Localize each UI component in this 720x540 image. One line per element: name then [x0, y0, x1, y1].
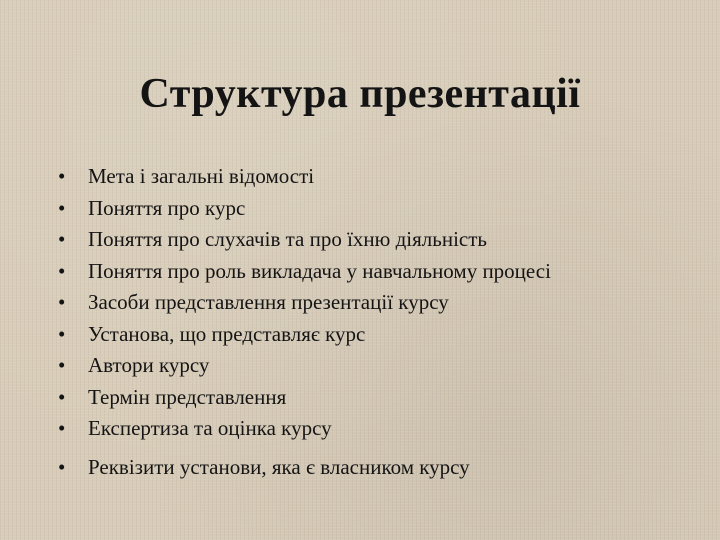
bullet-icon: •	[58, 353, 66, 377]
list-item-text: Установа, що представляє курс	[88, 321, 366, 346]
bullet-list	[58, 161, 698, 483]
list-item-text: Мета і загальні відомості	[88, 164, 315, 188]
list-item-text: Експертиза та оцінка курсу	[88, 416, 332, 440]
slide-title: Структура презентації	[139, 71, 581, 117]
list-item	[58, 193, 698, 225]
list-item	[58, 224, 698, 256]
list-item	[58, 350, 698, 382]
list-item	[58, 382, 698, 414]
list-item	[58, 319, 698, 351]
list-item	[58, 256, 698, 288]
list-item-text: Поняття про слухачів та про їхню діяльність	[88, 227, 487, 251]
bullet-icon: •	[58, 258, 66, 283]
list-item-text: Поняття про курс	[88, 195, 246, 220]
bullet-icon: •	[58, 384, 66, 409]
bullet-icon: •	[58, 227, 66, 251]
list-item	[58, 287, 698, 319]
bullet-icon: •	[58, 321, 66, 346]
list-item-text: Засоби представлення презентації курсу	[88, 290, 449, 314]
bullet-icon: •	[58, 290, 66, 314]
list-item-text: Термін представлення	[88, 384, 287, 409]
list-item	[58, 413, 698, 445]
bullet-icon: •	[58, 416, 66, 440]
bullet-icon: •	[58, 164, 66, 188]
bullet-icon: •	[58, 454, 66, 479]
list-item-text: Реквізити установи, яка є власником курсу	[88, 454, 470, 479]
list-item-text: Автори курсу	[88, 353, 210, 377]
bullet-icon: •	[58, 195, 66, 220]
list-item	[58, 161, 698, 193]
list-item	[58, 452, 698, 484]
list-item-text: Поняття про роль викладача у навчальному процесі	[88, 258, 551, 283]
